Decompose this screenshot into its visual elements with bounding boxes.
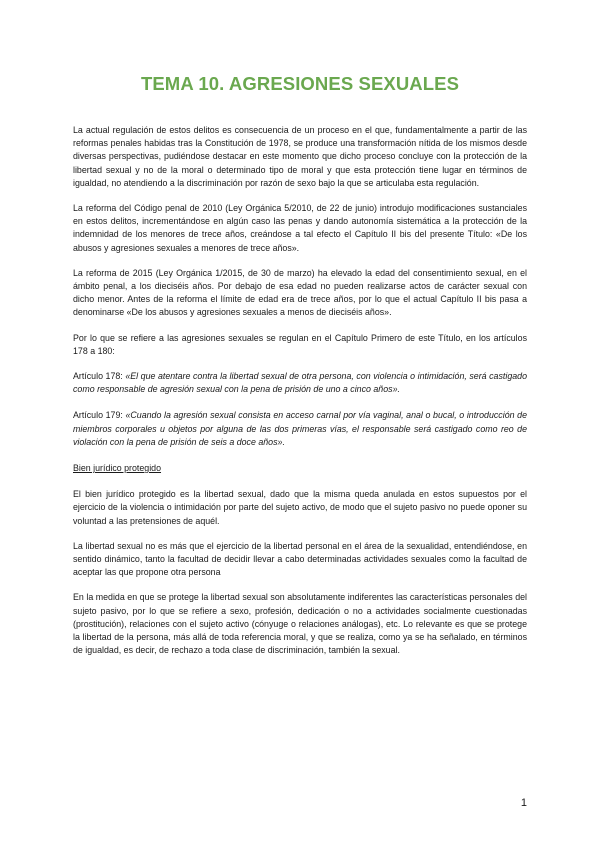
article-179: [73, 409, 527, 449]
section-heading: Bien jurídico protegido: [73, 463, 162, 474]
page-title: TEMA 10. AGRESIONES SEXUALES: [140, 73, 460, 94]
article-179-label: Artículo 179:: [73, 410, 126, 421]
paragraph-reform-2015: La reforma de 2015 (Ley Orgánica 1/2015, de 30 de marzo) ha elevado la edad del consentimiento sexual, en el ámbito penal, a los dieciséis años. Por debajo de esa edad no pueden realizarse actos de carácter sexual con dicho menor. Antes de la reforma el límite de edad era de trece años, por lo que el actual Capítulo II bis pasa a denominarse «De los abusos y agresiones sexuales a menos de dieciséis años».: [73, 267, 527, 318]
article-179-text: «Cuando la agresión sexual consista en acceso carnal por vía vaginal, anal o bucal, o introducción de miembros corporales u objetos por alguna de las dos primeras vías, el responsable será castigado como reo de violación con la pena de prisión de seis a doce años».: [73, 410, 527, 447]
page-number: 1: [520, 797, 527, 809]
paragraph-personal-characteristics: En la medida en que se protege la libertad sexual son absolutamente indiferentes las características personales del sujeto pasivo, por lo que se refiere a sexo, profesión, dedicación o no a actividades socialmente cuestionadas (prostitución), relaciones con el sujeto activo (cónyuge o relaciones análogas), etc. Lo relevante es que se protege la libertad de la persona, más allá de toda referencia moral, y que se realiza, como ya se ha señalado, en términos de igualdad, es decir, de rechazo a toda clase de discriminación, también la sexual.: [73, 592, 527, 656]
paragraph-sexual-freedom: La libertad sexual no es más que el ejercicio de la libertad personal en el área de la sexualidad, entendiéndose, en sentido dinámico, tanto la facultad de decidir llevar a cabo determinadas actividades sexuales como la facultad de aceptar las que propone otra persona: [73, 540, 527, 578]
article-178-label: Artículo 178:: [73, 371, 126, 382]
article-178: [73, 370, 527, 396]
paragraph-articles-intro: Por lo que se refiere a las agresiones sexuales se regulan en el Capítulo Primero de este Título, en los artículos 178 a 180:: [73, 332, 527, 356]
paragraph-reform-2010: La reforma del Código penal de 2010 (Ley Orgánica 5/2010, de 22 de junio) introdujo modificaciones sustanciales en estos delitos, incrementándose en algún caso las penas y dando autonomía sistemática a la protección de la indemnidad de los menores de trece años, creándose a tal efecto el Capítulo II bis del presente Título: «De los abusos y agresiones sexuales a menores de trece años».: [73, 203, 527, 253]
paragraph-intro: La actual regulación de estos delitos es consecuencia de un proceso en el que, fundamentalmente a partir de las reformas penales habidas tras la Constitución de 1978, se produce una transformación nítida de los mismos desde diversas perspectivas, pudiéndose destacar en este momento que dicho proceso concluye con la protección de la libertad sexual y no de la moral o determinado tipo de moral y que esta protección tiene lugar en términos de igualdad, no atendiendo a la discriminación por razón de sexo bajo la que se articulaba esta regulación.: [73, 125, 527, 188]
paragraph-protected-good: El bien jurídico protegido es la libertad sexual, dado que la misma queda anulada en estos supuestos por el ejercicio de la violencia o intimidación por parte del sujeto activo, de modo que el sujeto pasivo no puede oponer su voluntad a las pretensiones de aquél.: [73, 489, 527, 526]
article-178-text: «El que atentare contra la libertad sexual de otra persona, con violencia o intimidación, será castigado como responsable de agresión sexual con la pena de prisión de uno a cinco años».: [73, 371, 527, 395]
document-body: [73, 124, 527, 670]
